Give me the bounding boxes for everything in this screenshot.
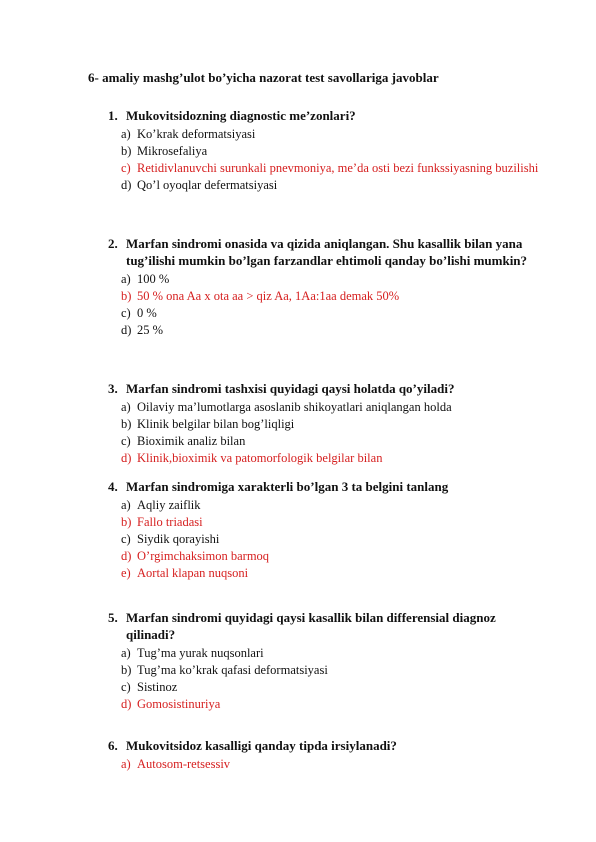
question-title [108, 380, 568, 397]
question-text: Mukovitsidozning diagnostic me’zonlari? [126, 108, 356, 123]
question-4 [108, 478, 568, 582]
option-letter: b) [121, 515, 132, 529]
option-list [108, 399, 568, 467]
option-letter: a) [121, 498, 131, 512]
option-list [108, 126, 568, 194]
answer-option [121, 679, 538, 696]
option-letter: e) [121, 566, 131, 580]
answer-option [121, 143, 568, 160]
question-number: 3. [108, 381, 118, 396]
option-letter: a) [121, 127, 131, 141]
option-text: 0 % [137, 306, 157, 320]
option-text: Klinik belgilar bilan bog’liqligi [137, 417, 295, 431]
option-list [108, 756, 568, 773]
question-text: Mukovitsidoz kasalligi qanday tipda irsiylanadi? [126, 738, 397, 753]
option-text: Oilaviy ma’lumotlarga asoslanib shikoyatlari aniqlangan holda [137, 400, 452, 414]
option-letter: d) [121, 323, 132, 337]
option-text: Retidivlanuvchi surunkali pnevmoniya, me’da osti bezi funkssiyasning buzilishi [137, 161, 539, 175]
option-letter: a) [121, 400, 131, 414]
question-5 [108, 609, 538, 713]
option-text: Siydik qorayishi [137, 532, 220, 546]
option-text: Gomosistinuriya [137, 697, 221, 711]
correct-answer-option [121, 548, 568, 565]
question-title [108, 235, 568, 269]
answer-option [121, 416, 568, 433]
correct-answer-option [121, 696, 538, 713]
question-title [108, 478, 568, 495]
option-letter: c) [121, 434, 131, 448]
question-text: Marfan sindromiga xarakterli bo’lgan 3 ta belgini tanlang [126, 479, 449, 494]
question-1 [108, 107, 568, 194]
question-title [108, 107, 568, 124]
answer-option [121, 645, 538, 662]
option-letter: b) [121, 417, 132, 431]
correct-answer-option [121, 514, 568, 531]
question-number: 4. [108, 479, 118, 494]
option-letter: d) [121, 549, 132, 563]
option-text: 25 % [137, 323, 164, 337]
option-list [108, 645, 538, 713]
answer-option [121, 531, 568, 548]
correct-answer-option [121, 450, 568, 467]
option-text: Fallo triadasi [137, 515, 203, 529]
answer-option [121, 433, 568, 450]
answer-option [121, 399, 568, 416]
option-letter: c) [121, 680, 131, 694]
answer-option [121, 322, 568, 339]
option-text: 100 % [137, 272, 170, 286]
option-letter: b) [121, 144, 132, 158]
answer-option [121, 126, 568, 143]
correct-answer-option [121, 756, 568, 773]
option-text: Aqliy zaiflik [137, 498, 201, 512]
question-number: 5. [108, 610, 118, 625]
option-letter: d) [121, 178, 132, 192]
option-letter: c) [121, 161, 131, 175]
question-text: Marfan sindromi tashxisi quyidagi qaysi holatda qo’yiladi? [126, 381, 455, 396]
option-text: Tug’ma ko’krak qafasi deformatsiyasi [137, 663, 328, 677]
document-heading: 6- amaliy mashg’ulot bo’yicha nazorat test savollariga javoblar [88, 70, 439, 85]
option-letter: c) [121, 306, 131, 320]
option-text: Autosom-retsessiv [137, 757, 231, 771]
option-text: 50 % ona Aa x ota aa > qiz Aa, 1Aa:1aa demak 50% [137, 289, 400, 303]
option-letter: b) [121, 289, 132, 303]
option-letter: c) [121, 532, 131, 546]
question-text: Marfan sindromi onasida va qizida aniqlangan. Shu kasallik bilan yana tug’ilishi mumkin bo’lgan farzandlar ehtimoli qanday bo’lishi mumkin? [126, 236, 528, 268]
option-text: Klinik,bioximik va patomorfologik belgilar bilan [137, 451, 383, 465]
option-text: Qo’l oyoqlar defermatsiyasi [137, 178, 278, 192]
answer-option [121, 305, 568, 322]
question-number: 2. [108, 236, 118, 251]
question-title [108, 737, 568, 754]
option-list [108, 271, 568, 339]
correct-answer-option [121, 288, 568, 305]
question-6 [108, 737, 568, 773]
option-letter: b) [121, 663, 132, 677]
answer-option [121, 497, 568, 514]
option-letter: a) [121, 757, 131, 771]
correct-answer-option [121, 565, 568, 582]
option-text: Aortal klapan nuqsoni [137, 566, 249, 580]
question-number: 1. [108, 108, 118, 123]
answer-option [121, 177, 568, 194]
question-number: 6. [108, 738, 118, 753]
question-3 [108, 380, 568, 467]
option-text: O’rgimchaksimon barmoq [137, 549, 270, 563]
question-title [108, 609, 538, 643]
question-2 [108, 235, 568, 339]
option-letter: d) [121, 451, 132, 465]
answer-option [121, 662, 538, 679]
option-text: Bioximik analiz bilan [137, 434, 246, 448]
answer-option [121, 271, 568, 288]
option-list [108, 497, 568, 582]
option-letter: a) [121, 646, 131, 660]
option-text: Mikrosefaliya [137, 144, 208, 158]
correct-answer-option [121, 160, 568, 177]
option-text: Sistinoz [137, 680, 178, 694]
option-text: Tug’ma yurak nuqsonlari [137, 646, 264, 660]
option-text: Ko’krak deformatsiyasi [137, 127, 256, 141]
question-text: Marfan sindromi quyidagi qaysi kasallik bilan differensial diagnoz qilinadi? [126, 610, 496, 642]
option-letter: d) [121, 697, 132, 711]
option-letter: a) [121, 272, 131, 286]
